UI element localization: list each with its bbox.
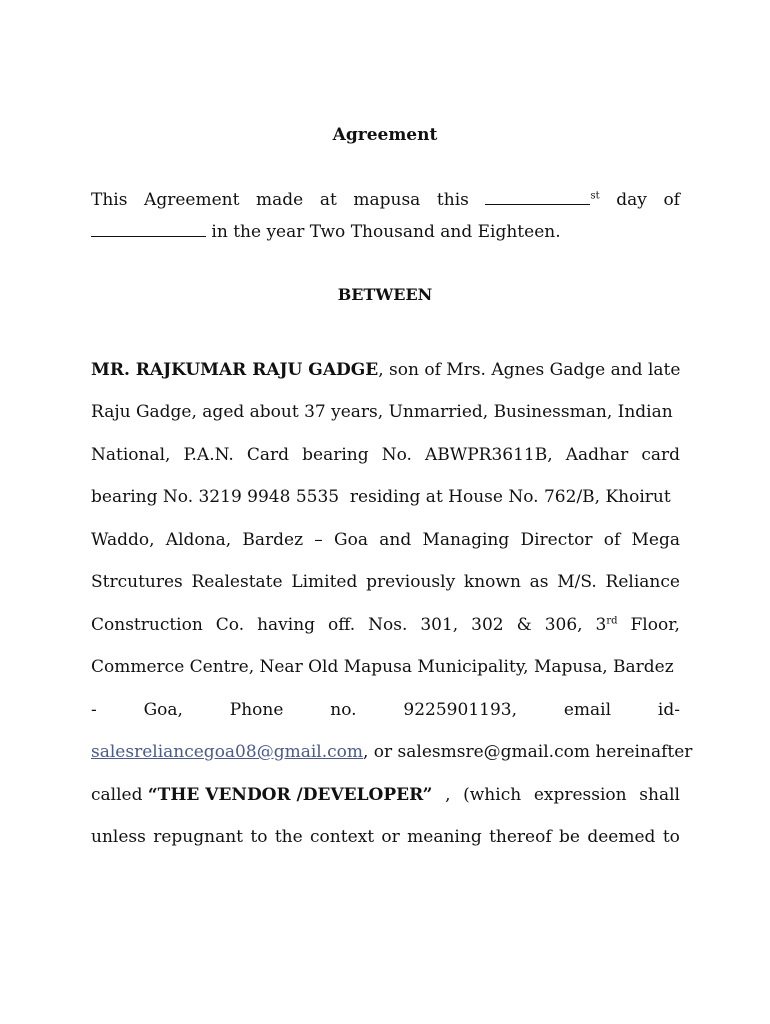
party-line-2: Raju Gadge, aged about 37 years, Unmarried, Businessman, Indian (91, 402, 673, 422)
party-line-5 (91, 527, 680, 553)
word: be (559, 827, 580, 847)
word: Construction (91, 615, 203, 635)
document-title: Agreement (332, 125, 438, 145)
word: Aldona, (165, 530, 232, 550)
word: of (603, 530, 621, 550)
ordinal-suffix: st (590, 190, 600, 202)
word: to (662, 827, 680, 847)
word: meaning (407, 827, 482, 847)
word: card (641, 445, 680, 465)
word: or (381, 827, 400, 847)
word: Aadhar (565, 445, 629, 465)
word: This (91, 190, 128, 210)
word: unless (91, 827, 146, 847)
word: email (563, 700, 612, 720)
word: , (445, 785, 451, 805)
intro-line-1 (91, 187, 680, 213)
word: Bardez (242, 530, 304, 550)
word: made (256, 190, 304, 210)
word: ABWPR3611B, (424, 445, 553, 465)
vendor-developer-term: “THE VENDOR /DEVELOPER” (147, 785, 433, 805)
word: Phone (229, 700, 284, 720)
party-line-12 (91, 824, 680, 850)
date-blank-field (485, 187, 599, 213)
party-line-9 (91, 697, 680, 723)
party-line-10 (91, 739, 693, 765)
word: repugnant (153, 827, 243, 847)
word: 302 (471, 615, 504, 635)
word: Waddo, (91, 530, 155, 550)
word: Reliance (605, 572, 680, 592)
word: thereof (489, 827, 552, 847)
floor-digit: 3 (595, 615, 607, 635)
intro-line-2 (91, 219, 680, 245)
word: Nos. (368, 615, 408, 635)
word: No. (381, 445, 412, 465)
word: the (274, 827, 303, 847)
word: no. (330, 700, 357, 720)
word: to (250, 827, 268, 847)
party-line-4: bearing No. 3219 9948 5535 residing at House No. 762/B, Khoirut (91, 487, 671, 507)
word: shall (639, 785, 680, 805)
word: M/S. (557, 572, 597, 592)
month-blank-field (91, 235, 206, 237)
party-line-1 (91, 357, 680, 383)
word: of (663, 190, 680, 210)
word: 9225901193, (403, 700, 517, 720)
called-phrase (91, 782, 432, 808)
word: mapusa (353, 190, 421, 210)
section-heading: BETWEEN (337, 285, 433, 304)
word: and (379, 530, 412, 550)
word: as (529, 572, 549, 592)
word: this (436, 190, 469, 210)
word: P.A.N. (183, 445, 234, 465)
word: Goa, (143, 700, 183, 720)
text: , or salesmsre@gmail.com hereinafter (362, 742, 693, 762)
ordinal-suffix: rd (606, 615, 618, 627)
word: id- (657, 700, 680, 720)
word: Managing (422, 530, 510, 550)
word: having (257, 615, 316, 635)
party-line-7 (91, 612, 680, 638)
word: & (516, 615, 532, 635)
party-line-6 (91, 569, 680, 595)
word: 306, (544, 615, 583, 635)
word: Card (246, 445, 290, 465)
word: Mega (631, 530, 680, 550)
word: previously (366, 572, 456, 592)
word: bearing (302, 445, 369, 465)
intro-text: in the year Two Thousand and Eighteen. (206, 222, 561, 242)
word: Realestate (191, 572, 283, 592)
word: (which (463, 785, 522, 805)
word: Limited (291, 572, 358, 592)
word: day (616, 190, 647, 210)
word: expression (533, 785, 627, 805)
party-line-11 (91, 782, 680, 808)
word: National, (91, 445, 171, 465)
party-line-3 (91, 442, 680, 468)
word: 301, (420, 615, 459, 635)
word: Floor, (630, 615, 680, 635)
text: , son of Mrs. Agnes Gadge and late (378, 360, 681, 380)
word: Director (520, 530, 593, 550)
word: - (91, 700, 97, 720)
word: context (310, 827, 375, 847)
email-link[interactable]: salesreliancegoa08@gmail.com (91, 742, 363, 762)
word: Co. (215, 615, 245, 635)
word: Agreement (144, 190, 240, 210)
word: known (463, 572, 521, 592)
party-line-8: Commerce Centre, Near Old Mapusa Municipality, Mapusa, Bardez (91, 657, 674, 677)
word: Strcutures (91, 572, 183, 592)
word: – (314, 530, 323, 550)
text: called (91, 785, 148, 805)
word: deemed (587, 827, 656, 847)
word: at (319, 190, 337, 210)
word: off. (328, 615, 356, 635)
word: Goa (334, 530, 368, 550)
party-name: MR. RAJKUMAR RAJU GADGE (91, 360, 379, 380)
floor-number (596, 612, 618, 638)
